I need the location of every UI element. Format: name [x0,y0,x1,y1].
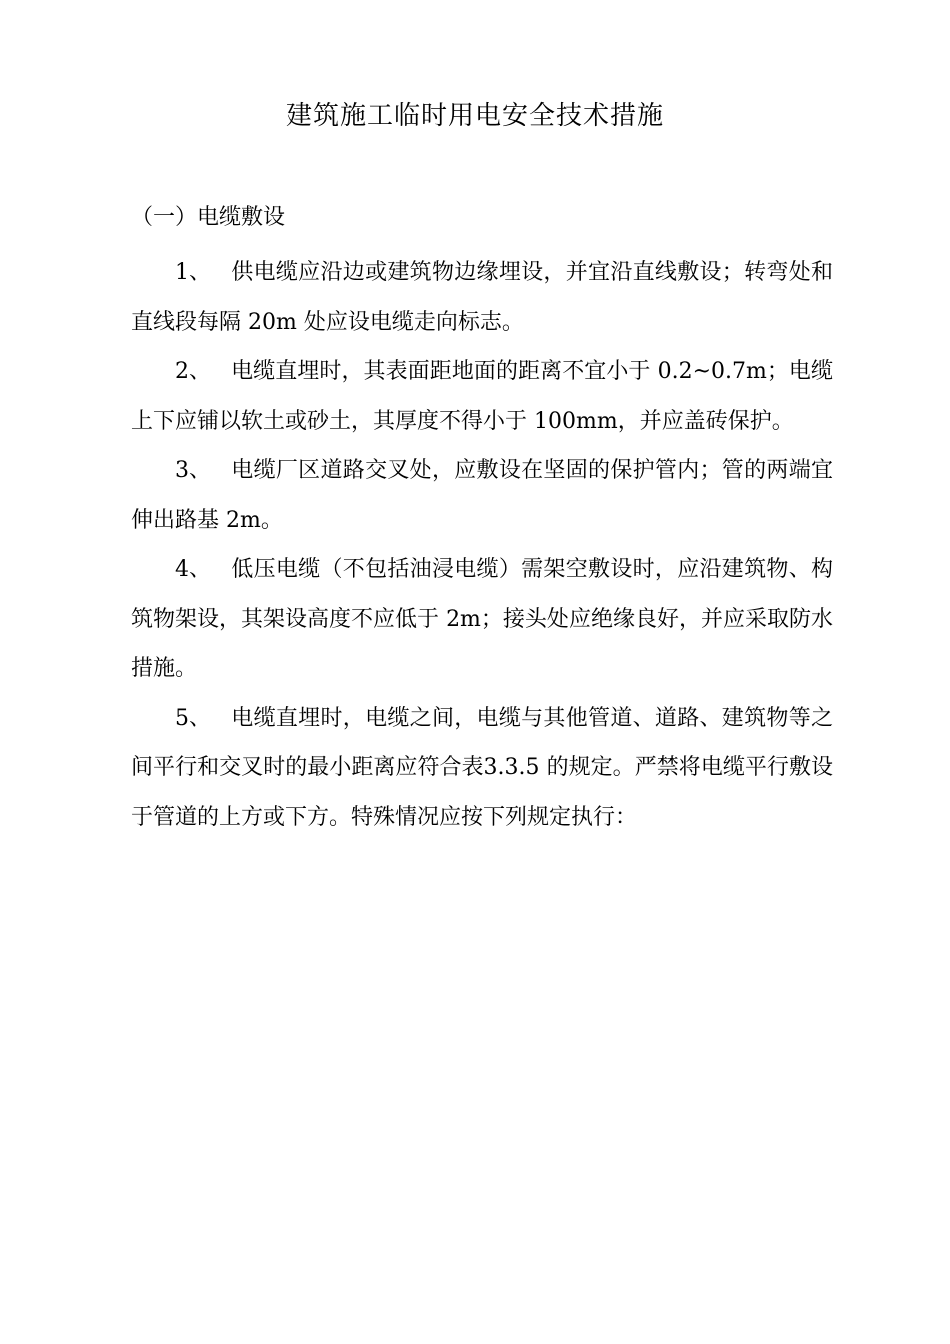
document-body [131,248,833,842]
item-number: 2、 [175,359,211,384]
item-number: 3、 [175,458,211,483]
list-item [131,446,833,545]
document-title: 建筑施工临时用电安全技术措施 [285,101,664,131]
item-text: 电缆直埋时，电缆之间，电缆与其他管道、道路、建筑物等之间平行和交叉时的最小距离应符合表3.3.5 的规定。严禁将电缆平行敷设于管道的上方或下方。特殊情况应按下列规定执行： [131,705,833,830]
item-text: 供电缆应沿边或建筑物边缘埋设，并宜沿直线敷设；转弯处和直线段每隔 20m 处应设电缆走向标志。 [131,260,833,335]
item-text: 低压电缆（不包括油浸电缆）需架空敷设时，应沿建筑物、构筑物架设，其架设高度不应低于 2m；接头处应绝缘良好，并应采取防水措施。 [131,557,833,681]
list-item [131,545,833,694]
list-item [131,248,833,347]
item-number: 1、 [175,260,211,285]
list-item [131,347,833,446]
section-heading: （一）电缆敷设 [131,205,286,230]
item-number: 5、 [175,705,211,731]
list-item [131,694,833,843]
item-text: 电缆直埋时，其表面距地面的距离不宜小于 0.2~0.7m；电缆上下应铺以软土或砂土，其厚度不得小于 100mm，并应盖砖保护。 [131,359,833,434]
item-number: 4、 [175,557,211,582]
item-text: 电缆厂区道路交叉处，应敷设在坚固的保护管内；管的两端宜伸出路基 2m。 [131,458,833,533]
